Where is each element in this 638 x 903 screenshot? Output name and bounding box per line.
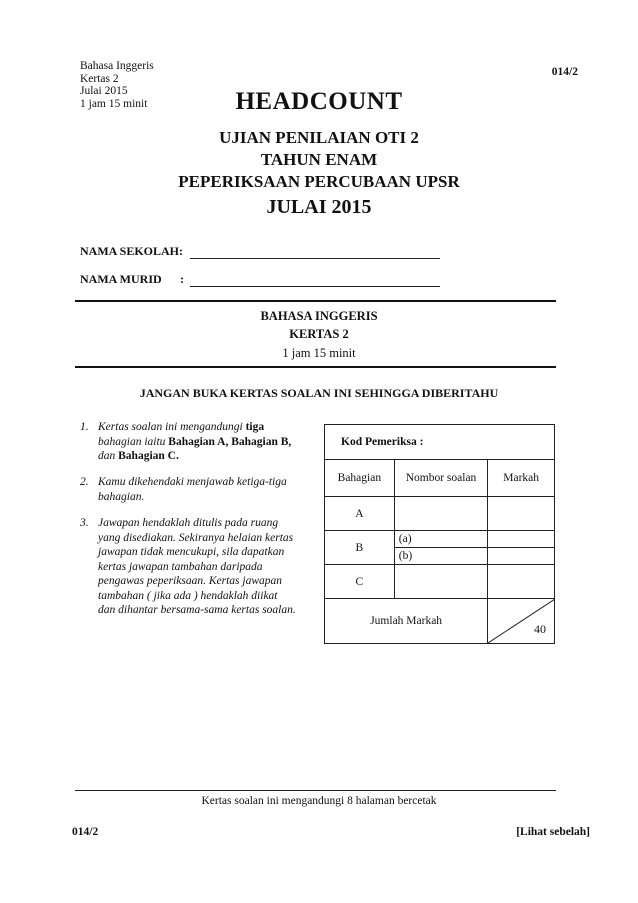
section-c-question-cell — [394, 565, 488, 599]
col-bahagian-header: Bahagian — [325, 460, 395, 497]
question-b-a: (a) — [398, 533, 412, 545]
section-a-mark-cell[interactable] — [488, 497, 555, 531]
footer-divider — [75, 790, 556, 791]
examiner-code-table — [324, 424, 555, 644]
section-a-question-cell — [394, 497, 488, 531]
question-b-b: (b) — [395, 547, 488, 564]
student-name-line[interactable] — [190, 286, 440, 287]
exam-type: PEPERIKSAAN PERCUBAAN UPSR — [178, 172, 460, 191]
mark-b-b[interactable] — [488, 547, 554, 564]
table-row — [325, 565, 555, 599]
section-c-mark-cell[interactable] — [488, 565, 555, 599]
duration-text: 1 jam 15 minit — [80, 97, 148, 110]
student-name-label: NAMA MURID — [80, 272, 162, 286]
headcount-title: HEADCOUNT — [235, 88, 403, 115]
instruction-3-number: 3. — [80, 517, 89, 529]
year-level: TAHUN ENAM — [260, 150, 378, 169]
exam-name: UJIAN PENILAIAN OTI 2 — [219, 128, 419, 147]
examiner-code-title: Kod Pemeriksa : — [325, 425, 555, 460]
instruction-1-number: 1. — [80, 421, 89, 433]
student-name-colon: : — [180, 272, 184, 286]
paper-text: Kertas 2 — [80, 72, 119, 85]
total-marks-label: Jumlah Markah — [325, 599, 488, 644]
total-max-marks: 40 — [534, 622, 546, 636]
date-text: Julai 2015 — [80, 85, 128, 97]
footer-code: 014/2 — [72, 826, 99, 838]
section-b-cell: B — [325, 531, 395, 565]
instruction-2-number: 2. — [80, 476, 89, 488]
paper-heading: KERTAS 2 — [289, 327, 349, 341]
school-name-label: NAMA SEKOLAH: — [80, 244, 184, 258]
section-a-cell: A — [325, 497, 395, 531]
total-marks-cell[interactable] — [488, 599, 555, 644]
section-c-cell: C — [325, 565, 395, 599]
section-b-question-cell — [394, 531, 488, 565]
bottom-divider — [75, 366, 556, 368]
col-markah-header: Markah — [488, 460, 555, 497]
instruction-2: 2. Kamu dikehendaki menjawab ketiga-tiga bahagian. — [80, 476, 287, 503]
col-nombor-soalan-header: Nombor soalan — [394, 460, 488, 497]
do-not-open-warning: JANGAN BUKA KERTAS SOALAN INI SEHINGGA DIBERITAHU — [139, 386, 499, 400]
mark-b-a[interactable] — [488, 531, 554, 547]
instruction-1: 1. Kertas soalan ini mengandungi tiga bahagian iaitu Bahagian A, Bahagian B, dan Bahagian C. — [80, 421, 292, 462]
subject-text: Bahasa Inggeris — [80, 60, 154, 72]
see-next-page: [Lihat sebelah] — [516, 826, 590, 838]
subject-heading: BAHASA INGGERIS — [260, 309, 378, 323]
exam-date: JULAI 2015 — [266, 196, 372, 218]
school-name-line[interactable] — [190, 258, 440, 259]
section-b-mark-cell[interactable] — [488, 531, 555, 565]
top-divider — [75, 300, 556, 302]
duration-heading: 1 jam 15 minit — [282, 346, 356, 360]
instruction-3: 3. Jawapan hendaklah ditulis pada ruang yang disediakan. Sekiranya helaian kertas jawapan tidak mencukupi, sila dapatkan kertas jawapan tambahan daripada pengawas peperiksaan. Kertas jawapan tambahan ( jika ada ) hendaklah diikat dan dihantar bersama-sama kertas soalan. — [80, 517, 296, 616]
paper-code: 014/2 — [551, 66, 578, 78]
table-row — [325, 531, 555, 565]
table-row — [325, 497, 555, 531]
page-count-note: Kertas soalan ini mengandungi 8 halaman bercetak — [201, 795, 437, 807]
